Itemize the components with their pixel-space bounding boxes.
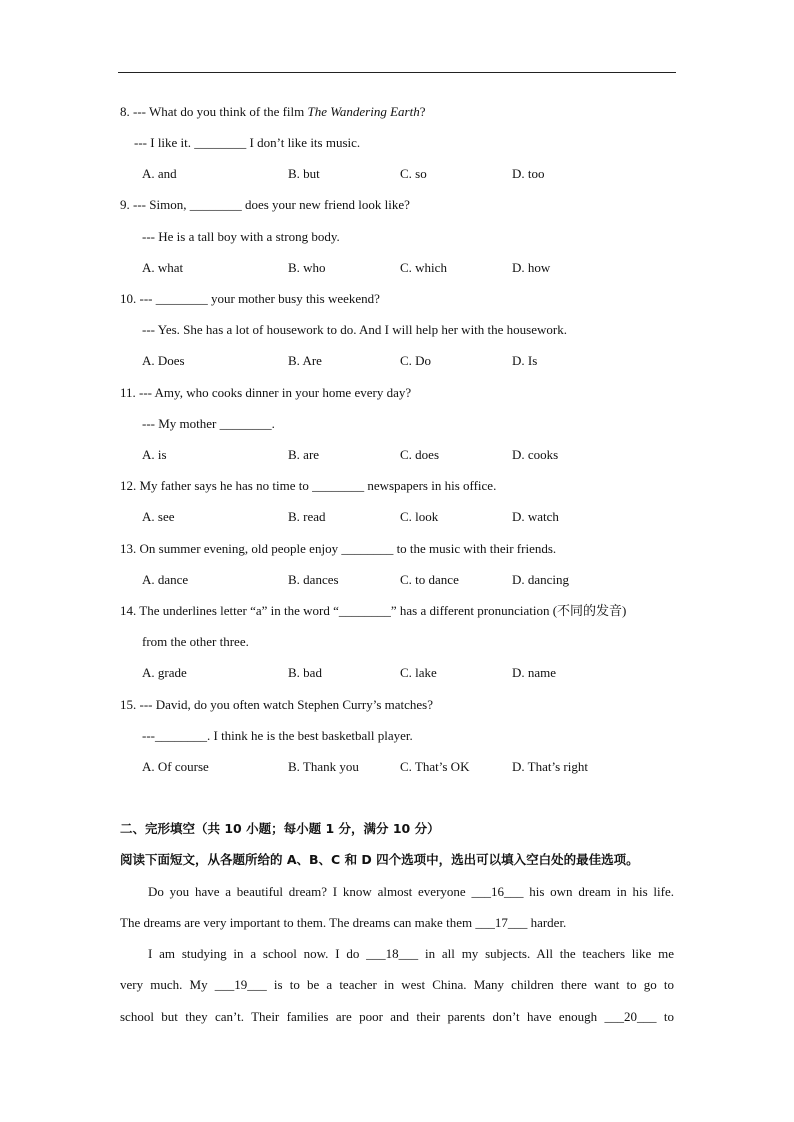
film-title: The Wandering Earth <box>307 104 420 119</box>
cloze-paragraph-1-line-2: The dreams are very important to them. The dreams can make them ___17___ harder. <box>120 915 567 930</box>
option-a[interactable]: A. Does <box>142 353 185 368</box>
option-a[interactable]: A. Of course <box>142 759 209 774</box>
option-b[interactable]: B. read <box>288 509 326 524</box>
option-a[interactable]: A. see <box>142 509 175 524</box>
section-2-instruction: 阅读下面短文，从各题所给的 A、B、C 和 D 四个选项中，选出可以填入空白处的最佳选项。 <box>120 852 639 867</box>
option-b[interactable]: B. dances <box>288 572 339 587</box>
option-c[interactable]: C. to dance <box>400 572 459 587</box>
option-c[interactable]: C. look <box>400 509 439 524</box>
option-d[interactable]: D. cooks <box>512 447 559 462</box>
question-15-options <box>0 759 794 775</box>
section-2-heading: 二、完形填空（共 10 小题；每小题 1 分，满分 10 分） <box>120 821 440 836</box>
question-8-answer: --- I like it. ________ I don’t like its music. <box>134 135 361 150</box>
question-15-answer: ---________. I think he is the best basketball player. <box>142 728 413 743</box>
question-11-stem: 11. --- Amy, who cooks dinner in your home every day? <box>120 385 412 400</box>
question-12-options <box>0 509 794 525</box>
cloze-paragraph-2-line-1: I am studying in a school now. I do ___18___ in all my subjects. All the teachers like me <box>148 946 674 961</box>
option-d[interactable]: D. how <box>512 260 551 275</box>
option-a[interactable]: A. is <box>142 447 167 462</box>
question-12-stem: 12. My father says he has no time to ________ newspapers in his office. <box>120 478 497 493</box>
option-c[interactable]: C. That’s OK <box>400 759 470 774</box>
question-14-options <box>0 665 794 681</box>
option-a[interactable]: A. dance <box>142 572 189 587</box>
option-c[interactable]: C. does <box>400 447 439 462</box>
option-c[interactable]: C. so <box>400 166 427 181</box>
question-9-options <box>0 260 794 276</box>
question-13-options <box>0 572 794 588</box>
option-d[interactable]: D. watch <box>512 509 559 524</box>
option-d[interactable]: D. Is <box>512 353 538 368</box>
option-d[interactable]: D. too <box>512 166 545 181</box>
question-8-stem: 8. --- What do you think of the film The Wandering Earth? <box>120 104 426 119</box>
cloze-paragraph-1-line-1: Do you have a beautiful dream? I know almost everyone ___16___ his own dream in his life. <box>148 884 674 899</box>
question-10-options <box>0 353 794 369</box>
option-b[interactable]: B. who <box>288 260 326 275</box>
option-b[interactable]: B. Thank you <box>288 759 359 774</box>
option-c[interactable]: C. Do <box>400 353 432 368</box>
option-c[interactable]: C. lake <box>400 665 437 680</box>
question-10-stem: 10. --- ________ your mother busy this weekend? <box>120 291 380 306</box>
question-14-stem-continued: from the other three. <box>142 634 249 649</box>
question-14-stem: 14. The underlines letter “a” in the word “________” has a different pronunciation (不同的发音) <box>120 603 627 618</box>
question-10-answer: --- Yes. She has a lot of housework to do. And I will help her with the housework. <box>142 322 567 337</box>
option-b[interactable]: B. but <box>288 166 320 181</box>
option-d[interactable]: D. name <box>512 665 557 680</box>
question-15-stem: 15. --- David, do you often watch Stephen Curry’s matches? <box>120 697 434 712</box>
option-b[interactable]: B. are <box>288 447 320 462</box>
option-c[interactable]: C. which <box>400 260 447 275</box>
header-rule <box>118 72 676 73</box>
cloze-paragraph-2-line-3: school but they can’t. Their families are poor and their parents don’t have enough ___20___ to <box>120 1009 674 1024</box>
question-9-answer: --- He is a tall boy with a strong body. <box>142 229 340 244</box>
option-b[interactable]: B. Are <box>288 353 322 368</box>
question-11-answer: --- My mother ________. <box>142 416 275 431</box>
option-b[interactable]: B. bad <box>288 665 322 680</box>
question-11-options <box>0 447 794 463</box>
option-a[interactable]: A. what <box>142 260 184 275</box>
option-a[interactable]: A. grade <box>142 665 187 680</box>
question-13-stem: 13. On summer evening, old people enjoy ________ to the music with their friends. <box>120 541 557 556</box>
option-d[interactable]: D. That’s right <box>512 759 588 774</box>
question-8-options <box>0 166 794 182</box>
cloze-paragraph-2-line-2: very much. My ___19___ is to be a teacher in west China. Many children there want to go to <box>120 977 674 992</box>
option-a[interactable]: A. and <box>142 166 177 181</box>
question-9-stem: 9. --- Simon, ________ does your new friend look like? <box>120 197 410 212</box>
option-d[interactable]: D. dancing <box>512 572 570 587</box>
